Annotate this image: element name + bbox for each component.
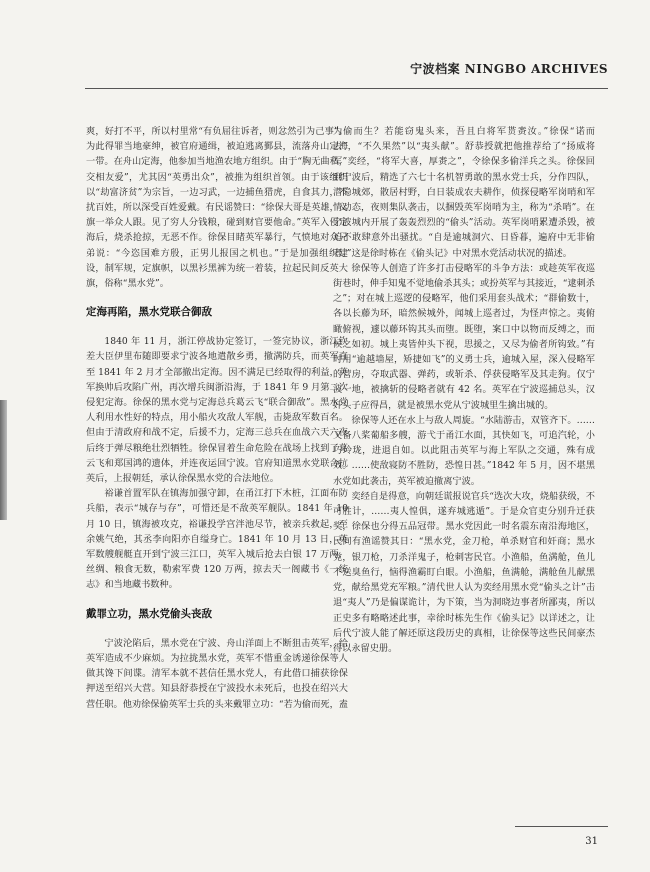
- binding-edge-shadow: [0, 400, 7, 520]
- paragraph: 裕谦首置军队在镇海加强守卸，在甬江打下木桩，江面布防兵船，表示“城存与存”，可惜还是不敌英军舰队。1841 年 10 月 10 日，镇海被攻克，裕谦投学宫泮池尽节，被亲兵救起，至余姚气绝，其丞李向阳亦自缢身亡。1841 年 10 月 13 日，英军数艘舰艇直开到宁波三江口，英军入城后抢去白银 17 万两，丝绸、粮食无数，勒索军费 120 万两，掠去天一阁藏书《一统志》和当地藏书数种。: [86, 488, 348, 591]
- page-number: 31: [585, 836, 598, 847]
- footer-rule: [515, 826, 608, 827]
- paragraph: 奕经自是得意，向朝廷谎报说官兵“选次大攻，烧船获级，不可胜计，……夷人惶俱，遂弃城逃遁”。于是众官吏分别升迁获奖，徐保也分得五品冠带。黑水党因此一时名震东南沿海地区，民间有渔谣赞其日：“黑水党，金刀枪，单杀财官和奸商；黑水党，银刀枪，刀杀洋鬼子，枪刺害民官。小渔船，鱼满舱，鱼儿不送臭鱼行，恼得渔霸盯白眼。小渔船，鱼满舱，满舱鱼儿献黑党，献给黑党充军粮。”清代世人认为奕经用黑水党“偷头之计”击退“夷人”乃是偏谋诡计，为下策，当为洞晓边事者所鄙夷，所以正史多有略略述此事，幸徐时栋先生作《偷头记》以详述之，让后代宁波人能了解还原这段历史的真相，让徐保等这些民间豪杰得以永留史册。: [333, 490, 595, 654]
- paragraph: 徐保等人还在水上与敌人周旋。“水陆游击，双管齐下。……又备八桨葡船多艘，游弋于甬江水面，其快如飞，可追汽轮，小巧玲珑，进退自如。以此阻击英军与海上军队之交通，殊有成效。……使敌寝防不胜防，恐惶日甚。”1842 年 5 月，因不堪黑水党如此袭击，英军被迫撤离宁波。: [333, 414, 595, 487]
- header-title: 宁波档案 NINGBO ARCHIVES: [410, 62, 608, 76]
- paragraph: 为偷而生？若能窃鬼头来，吾且白将军贳赉汝。”徐保“诺而去”，“不久果然”以“夷头献”。舒恭授就把他推荐给了“扬威将军”奕经，“将军大喜，厚赉之”，令徐保多偷洋兵之头。徐保回到宁波后，精选了六七十名机智勇敢的黑水党士兵，分作四队，潜隐城郊，散居村野，白日装成农夫耕作，侦探侵略军岗哨和军情动态，夜则集队袭击，以捆毁英军岗哨为主，称为“杀哨”。在宁波城内开展了轰轰烈烈的“偷头”活动。英军岗哨累遭杀毁，被迫不敢肆意外出骚扰。“自是逾城洞穴、日昏暮，遍府中无非偷者。”这是徐时栋在《偷头记》中对黑水党活动状况的描述。: [333, 126, 595, 259]
- paragraph: 徐保等人创造了许多打击侵略军的斗争方法：或趁英军夜巡街巷时，伸手知鬼不觉地偷杀其头；或扮英军与其接近，“逮刺杀之”；对在城上巡逻的侵略军，他们采用套头战术；“群偷数十，各以长藤为环，暗然候城外，闻城上巡者过，为怪声惊之。夷俯瞰俯视，遽以藤环钩其头而堕。既堕，案口中以物而反缚之，而候之如初。城上夷皆仲头下视，思援之，又尽为偷者所钩致。”有时用“逾越墙屋，矫捷如飞”的义勇士兵，逾城入屋，深入侵略军的营房，夺取武器、弹药，或斩杀、俘获侵略军及其走狗。仅宁波一地，被擒斩的侵略者就有 42 名。英军在宁波巡捕总头，汉奸头子应得昌，就是被黑水党从宁波城里生擒出城的。: [333, 262, 595, 411]
- section-heading: 定海再陷，黑水党联合御敌: [86, 306, 212, 319]
- paragraph: 爽，好打不平，所以村里常“有负屈往诉者，则忿然引为己事”。为此得罪当地豪绅，被官府通缉，被迫逃离鄞县，流落舟山定海一带。在舟山定海，他参加当地渔农地方组织。由于“胸无曲私，交相友爱”，尤其因“英勇出众”，被推为组织首领。由于该组织以“劫富济贫”为宗旨，一边习武，一边捕鱼猎虎，自食其力，不扰百姓，所以深受百姓爱戴。有民谣赞曰：“徐保大哥是英雄，义旗一举众人跟。见了穷人分钱粮，碰到财官要他命。”英军入侵定海后，烧杀抢掠，无恶不作。徐保目睹英军暴行，气愤地对众兄弟说：“今恣国难方殷，正男儿报国之机也。”于是加强组织建设，制军规，定旗帜，以黑衫黑裤为统一着装，拉起民间反英大旗，俗称“黑水党”。: [86, 126, 348, 290]
- header-rule: [85, 88, 608, 89]
- right-column: [333, 124, 595, 656]
- left-column: [86, 124, 348, 712]
- section-heading: 戴罪立功，黑水党偷头丧敌: [86, 607, 212, 620]
- paragraph: 1840 年 11 月，浙江停战协定签订，一签完协议，浙江钦差大臣伊里布随即要求宁波各地遣散乡勇，撤满防兵，而英军直至 1841 年 2 月才全部撤出定海。因不满足已经取得的利益，英军换帅后攻陷广州，再次增兵闽浙沿海，于 1841 年 9 月第二次侵犯定海。徐保的黑水党与定海总兵葛云飞“联合御敌”。黑水党人利用水性好的特点，用小船火攻敌人军舰，击毙敌军数百名。但由于清政府和战不定，后援不力，定海三总兵在血战六天六夜后终于弹尽粮绝壮烈牺牲。徐保冒着生命危险在战场上找到了葛云飞和郑国鸿的遗体，并连夜运回宁波。官府知道黑水党联合抗英后，上报朝廷，承认徐保黑水党的合法地位。: [86, 336, 348, 485]
- paragraph: 宁波沦陷后，黑水党在宁波、舟山洋面上不断狙击英军，给英军造成不少麻烦。为拉拢黑水党，英军不惜重金诱递徐保等人做其馋下间谍。清军本就不甚信任黑水党人，有此借口捕获徐保押送至绍兴大营。知县舒恭授在宁波投水未死后，也投在绍兴大营任职。他劝徐保偷英军士兵的头来戴罪立功：“若为偷而死，盍: [86, 637, 348, 710]
